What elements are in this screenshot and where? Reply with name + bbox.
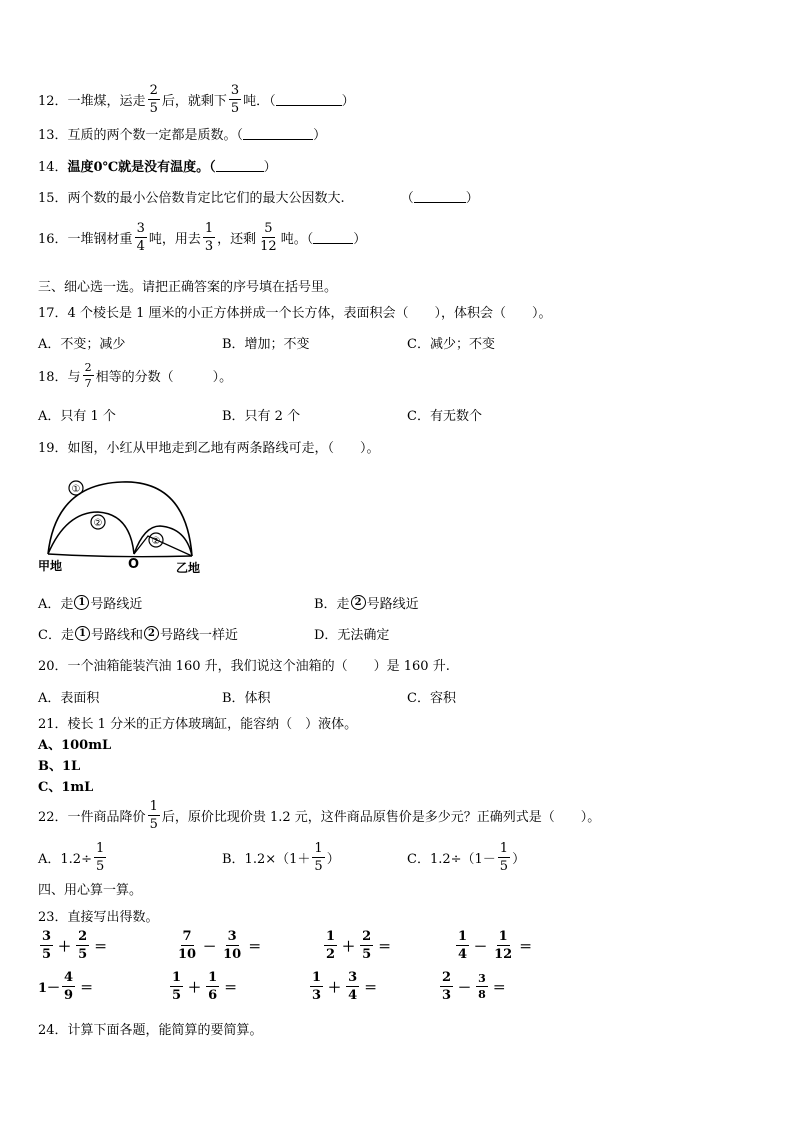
- q18-text-2: 相等的分数（ ）。: [95, 370, 233, 385]
- q13-number: 13．: [38, 128, 68, 143]
- q18-option-b[interactable]: B．只有 2 个: [222, 409, 301, 424]
- calc-operator: －: [203, 940, 217, 955]
- calc-fraction: $\frac{3}{5}$: [42, 929, 52, 962]
- q12-number: 12．: [38, 94, 68, 109]
- q19-option-d[interactable]: D．无法确定: [314, 628, 390, 643]
- question-16: [38, 222, 366, 253]
- q15-answer-blank[interactable]: [414, 190, 466, 203]
- q21-option-b[interactable]: B、1L: [38, 759, 81, 774]
- question-19-text: 19．如图，小红从甲地走到乙地有两条路线可走，（ ）。: [38, 441, 380, 456]
- q14-text-2: ）: [263, 160, 277, 175]
- calc-operator: ＋: [188, 981, 202, 996]
- question-14: [38, 156, 277, 175]
- midpoint-label: O: [128, 557, 140, 572]
- question-22: [38, 800, 600, 831]
- calc-equals: ＝: [224, 981, 238, 996]
- calc-operator: －: [474, 940, 488, 955]
- q18-option-a[interactable]: A．只有 1 个: [38, 409, 116, 424]
- question-23-text: 23．直接写出得数。: [38, 910, 159, 925]
- circled-one-icon: 1: [74, 595, 89, 610]
- calc-fraction: $\frac{1}{2}$: [326, 929, 336, 962]
- calc-fraction: $\frac{7}{10}$: [178, 929, 197, 962]
- circled-two-icon: 2: [144, 626, 159, 641]
- q12-text-4: ）: [341, 94, 355, 109]
- question-20-text: 20．一个油箱能装汽油 160 升，我们说这个油箱的（ ）是 160 升.: [38, 659, 450, 674]
- question-13: [38, 124, 326, 143]
- q15-text-3: ）: [465, 191, 479, 206]
- q22-b-text-end: ）: [326, 852, 340, 867]
- q16-answer-blank[interactable]: [313, 231, 353, 244]
- q13-answer-blank[interactable]: [243, 127, 313, 140]
- calc-operator: ＋: [328, 981, 342, 996]
- route-2-arc-left: [48, 512, 134, 554]
- question-24-text: 24．计算下面各题，能简算的要简算。: [38, 1023, 263, 1038]
- section-3-heading: 三、细心选一选。请把正确答案的序号填在括号里。: [38, 280, 338, 295]
- calc-fraction: $\frac{2}{5}$: [362, 929, 372, 962]
- q22-fraction: $\frac{1}{5}$: [149, 799, 158, 832]
- q19-option-b[interactable]: [314, 593, 419, 612]
- q19-a-text-1: A．走: [38, 597, 74, 612]
- calc-fraction: $\frac{2}{5}$: [78, 929, 88, 962]
- q18-text-1: 与: [67, 370, 81, 385]
- q19-c-text-1: C．走: [38, 628, 74, 643]
- q19-option-c[interactable]: [38, 624, 238, 643]
- q22-text-2: 后，原价比现价贵 1.2 元，这件商品原售价是多少元？正确列式是（ ）。: [161, 810, 601, 825]
- calc-operator: ＋: [342, 940, 356, 955]
- calc-fraction: $\frac{1}{12}$: [494, 929, 513, 962]
- end-point-label: 乙地: [176, 561, 201, 575]
- q15-number: 15．: [38, 191, 68, 206]
- q16-fraction-1: $\frac{3}{4}$: [136, 221, 145, 254]
- question-21-text: 21．棱长 1 分米的正方体玻璃缸，能容纳（ ）液体。: [38, 717, 358, 732]
- q16-text-4: 吨。（: [280, 232, 314, 247]
- calc-item: [322, 930, 394, 961]
- q16-text-5: ）: [353, 232, 367, 247]
- q14-number: 14．: [38, 160, 68, 175]
- q12-text-2: 后，就剩下: [161, 94, 227, 109]
- start-point-label: 甲地: [38, 559, 63, 573]
- q17-option-c[interactable]: C．减少；不变: [407, 337, 495, 352]
- route-2-label: ②: [93, 518, 103, 529]
- q17-option-b[interactable]: B．增加；不变: [222, 337, 310, 352]
- route-2b-label: ②: [151, 536, 161, 547]
- calc-item: [174, 930, 264, 961]
- q22-b-text: B．1.2×（1＋: [222, 852, 311, 867]
- q13-text-1: 互质的两个数一定都是质数。（: [67, 128, 244, 143]
- q22-a-fraction: $\frac{1}{5}$: [95, 841, 105, 874]
- question-18: [38, 362, 232, 389]
- section-4-heading: 四、用心算一算。: [38, 883, 143, 898]
- q16-fraction-2: $\frac{1}{3}$: [204, 221, 214, 254]
- q15-text-1: 两个数的最小公倍数肯定比它们的最大公因数大.: [67, 191, 345, 206]
- q19-c-text-2: 号路线和: [90, 628, 143, 643]
- calc-item: [454, 930, 535, 961]
- calc-item: [308, 971, 380, 1002]
- calc-operator: －: [458, 981, 472, 996]
- calc-whole: 1－: [38, 981, 61, 996]
- q19-b-text-2: 号路线近: [366, 597, 419, 612]
- q19-c-text-3: 号路线一样近: [159, 628, 238, 643]
- calc-fraction: $\frac{1}{3}$: [312, 970, 322, 1003]
- circled-two-icon: 2: [351, 595, 366, 610]
- q19-option-a[interactable]: [38, 593, 142, 612]
- q14-text-1: 温度0℃就是没有温度。（: [67, 160, 216, 175]
- q12-fraction-1: $\frac{2}{5}$: [149, 83, 158, 116]
- q12-text-1: 一堆煤，运走: [67, 94, 146, 109]
- q21-option-a[interactable]: A、100mL: [38, 738, 112, 753]
- calc-equals: ＝: [519, 940, 533, 955]
- calc-equals: ＝: [80, 981, 94, 996]
- question-12: [38, 84, 355, 115]
- calc-item: [38, 971, 96, 1002]
- calc-fraction: $\frac{3}{10}$: [223, 929, 242, 962]
- q18-fraction: $\frac{2}{7}$: [84, 361, 92, 390]
- q20-option-c[interactable]: C．容积: [407, 691, 456, 706]
- calc-fraction: $\frac{1}{4}$: [458, 929, 468, 962]
- q22-b-fraction: $\frac{1}{5}$: [314, 841, 323, 874]
- q12-fraction-2: $\frac{3}{5}$: [230, 83, 240, 116]
- q17-option-a[interactable]: A．不变；减少: [38, 337, 126, 352]
- q12-text-3: 吨．（: [243, 94, 276, 109]
- q22-option-a[interactable]: [38, 842, 108, 873]
- question-17-text: 17．4 个棱长是 1 厘米的小正方体拼成一个长方体，表面积会（ ），体积会（ ）。: [38, 306, 552, 321]
- q12-answer-blank[interactable]: [276, 93, 342, 106]
- route-1-arc: [48, 482, 192, 556]
- q16-text-2: 吨，用去: [148, 232, 201, 247]
- baseline-path: [48, 554, 192, 557]
- question-15: [38, 187, 479, 206]
- route-diagram: [36, 474, 216, 578]
- q22-c-text-end: ）: [512, 852, 526, 867]
- calc-equals: ＝: [378, 940, 392, 955]
- q20-option-a[interactable]: A．表面积: [38, 691, 100, 706]
- q22-c-text: C．1.2÷（1－: [407, 852, 496, 867]
- q19-b-text-1: B．走: [314, 597, 350, 612]
- calc-equals: ＝: [492, 981, 506, 996]
- q22-a-text: A．1.2÷: [38, 852, 92, 867]
- calc-item: [168, 971, 240, 1002]
- q16-number: 16．: [38, 232, 68, 247]
- q18-number: 18．: [38, 370, 68, 385]
- calc-item: [438, 971, 509, 1002]
- q13-text-2: ）: [313, 128, 327, 143]
- q16-text-3: ，还剩: [217, 232, 257, 247]
- q16-fraction-3: $\frac{5}{12}$: [260, 221, 277, 254]
- q16-text-1: 一堆钢材重: [67, 232, 133, 247]
- calc-fraction: $\frac{4}{9}$: [64, 970, 74, 1003]
- calc-equals: ＝: [364, 981, 378, 996]
- q19-a-text-2: 号路线近: [90, 597, 143, 612]
- q22-option-b[interactable]: [222, 842, 340, 873]
- calc-equals: ＝: [94, 940, 108, 955]
- q21-option-c[interactable]: C、1mL: [38, 780, 94, 795]
- route-1-label: ①: [71, 484, 81, 495]
- calc-equals: ＝: [248, 940, 262, 955]
- q22-text-1: 一件商品降价: [67, 810, 146, 825]
- calc-item: [38, 930, 110, 961]
- calc-fraction: $\frac{1}{6}$: [208, 970, 218, 1003]
- q15-text-2: （: [400, 191, 414, 206]
- q22-number: 22．: [38, 810, 68, 825]
- q22-option-c[interactable]: [407, 842, 525, 873]
- q22-c-fraction: $\frac{1}{5}$: [499, 841, 509, 874]
- calc-fraction: $\frac{2}{3}$: [442, 970, 452, 1003]
- calc-fraction: $\frac{3}{8}$: [478, 972, 486, 1001]
- calc-operator: ＋: [58, 940, 72, 955]
- calc-fraction: $\frac{1}{5}$: [172, 970, 182, 1003]
- q20-option-b[interactable]: B．体积: [222, 691, 271, 706]
- circled-one-icon: 1: [75, 626, 90, 641]
- q18-option-c[interactable]: C．有无数个: [407, 409, 482, 424]
- q14-answer-blank[interactable]: [216, 159, 264, 172]
- calc-fraction: $\frac{3}{4}$: [348, 970, 358, 1003]
